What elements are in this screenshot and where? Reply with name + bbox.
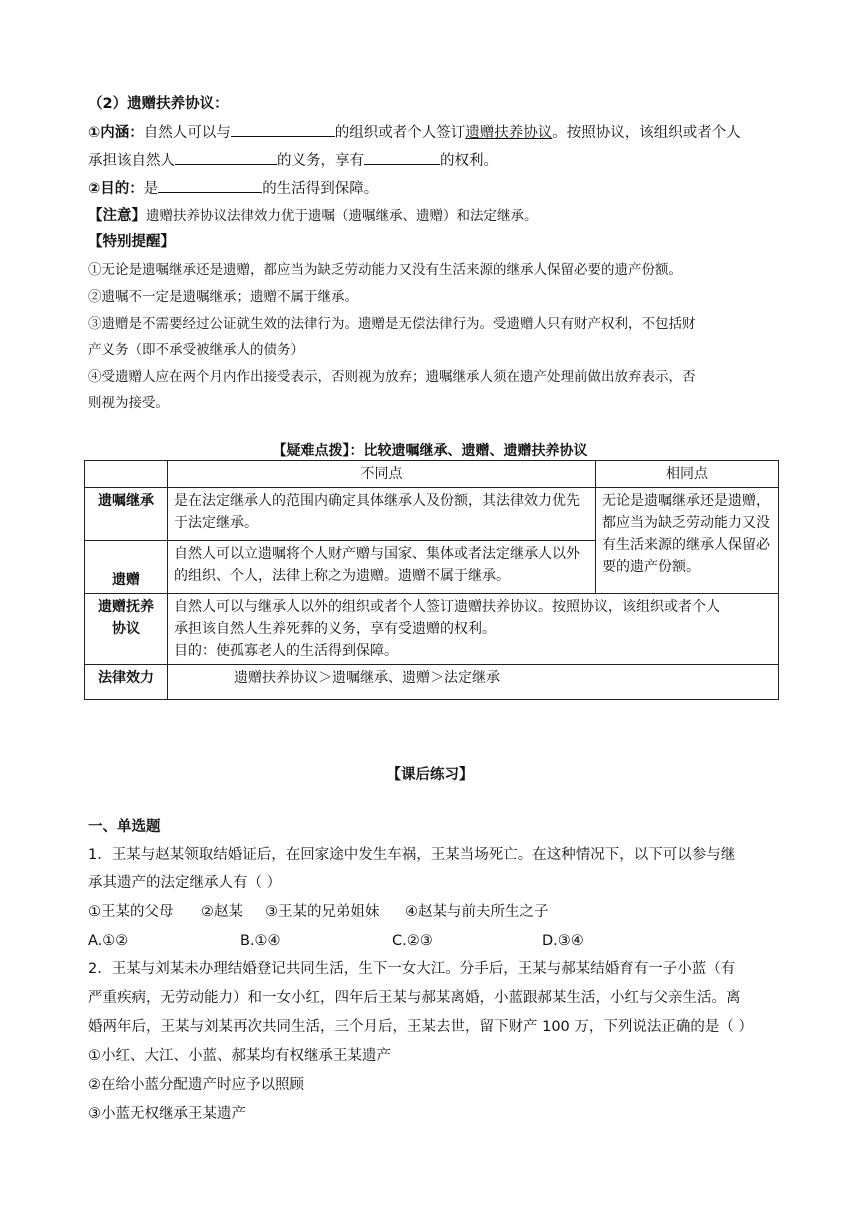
q1-option: A.①② [88, 933, 129, 949]
question-2-line: 2．王某与刘某未办理结婚登记共同生活，生下一女大江。分手后，王某与郝某结婚育有一子小蓝（有 [88, 961, 736, 977]
exercise-title: 【课后练习】 [386, 767, 474, 783]
table-row [85, 665, 779, 700]
row-diff: 是在法定继承人的范围内确定具体继承人及份额，其法律效力优先于法定继承。 [168, 488, 596, 541]
q1-item: ③王某的兄弟姐妹 [265, 904, 380, 920]
reminder-item: 则视为接受。 [88, 395, 169, 411]
header-same: 相同点 [596, 461, 779, 488]
purpose-text-2: 的生活得到保障。 [262, 181, 379, 197]
comparison-table [84, 460, 779, 700]
reminder-item: ④受遗赠人应在两个月内作出接受表示，否则视为放弃；遗嘱继承人须在遗产处理前做出放弃表示，否 [88, 369, 696, 385]
reminder-label: 【特别提醒】 [88, 234, 175, 250]
row-diff-line: 自然人可以与继承人以外的组织或者个人签订遗赠扶养协议。按照协议，该组织或者个人 [174, 599, 720, 615]
q1-item: ②赵某 [201, 904, 243, 920]
table-row [85, 488, 779, 541]
connotation-text-3: 。按照协议，该组织或者个人 [552, 125, 741, 141]
connotation-text-2: 的组织或者个人签订 [334, 125, 466, 141]
section-heading: 一、单选题 [88, 819, 161, 835]
table-row [85, 461, 779, 488]
row-label: 遗嘱继承 [85, 488, 168, 541]
agreement-heading: （2）遗赠扶养协议： [88, 96, 229, 112]
reminder-item: ③遗赠是不需要经过公证就生效的法律行为。遗赠是无偿法律行为。受遗赠人只有财产权利，不包括财 [88, 316, 696, 332]
header-diff: 不同点 [168, 461, 596, 488]
question-2-line: 婚两年后，王某与刘某再次共同生活，三个月后，王某去世，留下财产 100 万，下列说法正确的是（ ） [88, 1019, 753, 1035]
q1-option: C.②③ [392, 933, 433, 949]
row-label-line: 遗赠抚养 [98, 599, 154, 615]
connotation-text-4: 承担该自然人 [88, 153, 175, 169]
row-label [85, 594, 168, 665]
connotation-text-6: 的权利。 [440, 153, 498, 169]
fill-blank [231, 122, 335, 137]
question-2-statement: ①小红、大江、小蓝、郝某均有权继承王某遗产 [88, 1048, 391, 1064]
reminder-item: ①无论是遗嘱继承还是遗赠，都应当为缺乏劳动能力又没有生活来源的继承人保留必要的遗产份额。 [88, 262, 682, 278]
connotation-label: ①内涵： [88, 125, 144, 141]
connotation-line-2 [88, 150, 498, 171]
question-1-items [88, 902, 549, 922]
question-1-options [88, 931, 584, 951]
connotation-text-1: 自然人可以与 [143, 125, 231, 141]
purpose-label: ②目的： [88, 181, 144, 197]
row-label: 法律效力 [85, 665, 168, 700]
table-corner-cell [85, 461, 168, 488]
note-text: 遗赠扶养协议法律效力优于遗嘱（遗嘱继承、遗赠）和法定继承。 [146, 208, 538, 224]
row-diff-line: 承担该自然人生养死葬的义务，享有受遗赠的权利。 [174, 621, 496, 637]
fill-blank [175, 150, 277, 165]
question-2-statement: ③小蓝无权继承王某遗产 [88, 1106, 246, 1122]
row-diff [168, 594, 779, 665]
question-1-line: 承其遗产的法定继承人有（ ） [88, 875, 282, 891]
connotation-line-1 [88, 122, 741, 143]
row-label: 遗赠 [85, 541, 168, 594]
row-diff: 自然人可以立遗嘱将个人财产赠与国家、集体或者法定继承人以外的组织、个人，法律上称之为遗赠。遗赠不属于继承。 [168, 541, 596, 594]
purpose-text-1: 是 [143, 181, 159, 197]
legal-effect-text: 遗赠扶养协议＞遗嘱继承、遗赠＞法定继承 [168, 665, 779, 700]
question-2-statement: ②在给小蓝分配遗产时应予以照顾 [88, 1077, 304, 1093]
connotation-term: 遗赠扶养协议 [465, 125, 553, 141]
purpose-line [88, 178, 378, 199]
question-2-line: 严重疾病，无劳动能力）和一女小红，四年后王某与郝某离婚，小蓝跟郝某生活，小红与父亲生活。离 [88, 990, 741, 1006]
table-row [85, 594, 779, 665]
reminder-item: 产义务（即不承受被继承人的债务） [88, 342, 304, 358]
q1-item: ④赵某与前夫所生之子 [405, 904, 549, 920]
q1-option: B.①④ [240, 933, 281, 949]
question-1-line: 1．王某与赵某领取结婚证后，在回家途中发生车祸，王某当场死亡。在这种情况下，以下可以参与继 [88, 847, 736, 863]
same-cell: 无论是遗嘱继承还是遗赠，都应当为缺乏劳动能力又没有生活来源的继承人保留必要的遗产份额。 [596, 488, 779, 594]
fill-blank [158, 178, 262, 193]
connotation-text-5: 的义务，享有 [277, 153, 364, 169]
table-title: 【疑难点拨】：比较遗嘱继承、遗赠、遗赠扶养协议 [272, 443, 588, 459]
q1-option: D.③④ [542, 933, 584, 949]
row-label-line: 协议 [112, 621, 140, 637]
row-diff-line: 目的：使孤寡老人的生活得到保障。 [174, 643, 398, 659]
note-label: 【注意】 [88, 208, 146, 224]
fill-blank [364, 150, 440, 165]
reminder-item: ②遗嘱不一定是遗嘱继承；遗赠不属于继承。 [88, 289, 358, 305]
q1-item: ①王某的父母 [88, 904, 174, 920]
note-line [88, 206, 538, 226]
